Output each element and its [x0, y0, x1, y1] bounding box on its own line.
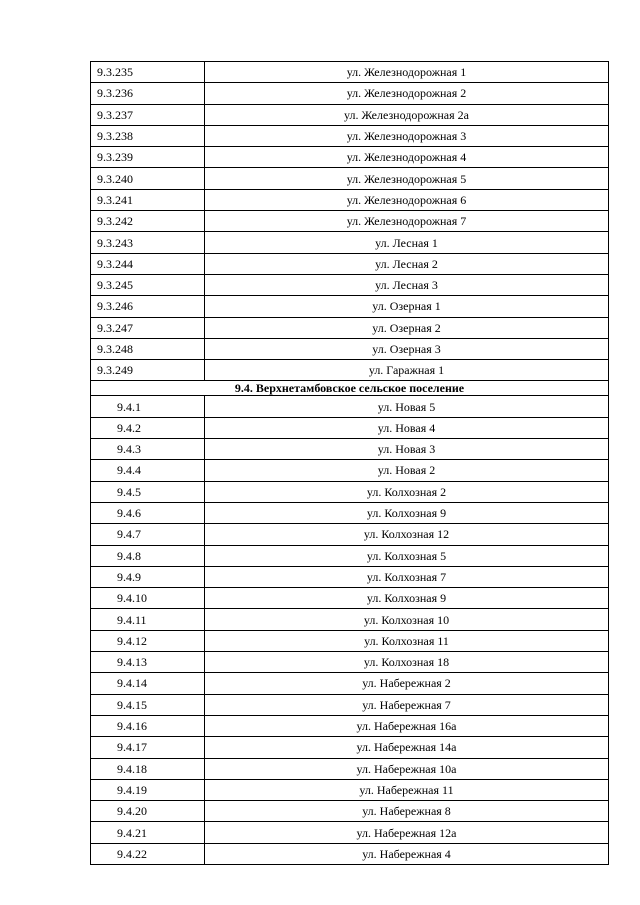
table-row: [91, 125, 609, 146]
row-number: 9.4.14: [91, 673, 205, 694]
row-number: 9.4.1: [91, 396, 205, 417]
street-address: ул. Набережная 11: [205, 779, 609, 800]
row-number: 9.3.242: [91, 211, 205, 232]
row-number: 9.4.15: [91, 694, 205, 715]
street-address: ул. Набережная 16а: [205, 715, 609, 736]
street-address: ул. Гаражная 1: [205, 360, 609, 381]
table-row: [91, 630, 609, 651]
street-address: ул. Лесная 3: [205, 274, 609, 295]
table-row: [91, 715, 609, 736]
row-number: 9.3.240: [91, 168, 205, 189]
street-address: ул. Колхозная 7: [205, 566, 609, 587]
table-row: [91, 481, 609, 502]
street-address: ул. Железнодорожная 2а: [205, 104, 609, 125]
street-address: ул. Новая 5: [205, 396, 609, 417]
row-number: 9.3.238: [91, 125, 205, 146]
row-number: 9.3.249: [91, 360, 205, 381]
street-address: ул. Новая 3: [205, 439, 609, 460]
row-number: 9.3.247: [91, 317, 205, 338]
table-row: [91, 673, 609, 694]
street-address: ул. Железнодорожная 3: [205, 125, 609, 146]
street-address: ул. Озерная 2: [205, 317, 609, 338]
table-row: [91, 338, 609, 359]
table-row: [91, 417, 609, 438]
row-number: 9.3.235: [91, 62, 205, 83]
street-address: ул. Железнодорожная 4: [205, 147, 609, 168]
row-number: 9.4.6: [91, 502, 205, 523]
row-number: 9.3.239: [91, 147, 205, 168]
table-row: [91, 822, 609, 843]
street-address: ул. Колхозная 10: [205, 609, 609, 630]
row-number: 9.4.17: [91, 737, 205, 758]
street-address: ул. Новая 4: [205, 417, 609, 438]
street-address: ул. Набережная 10а: [205, 758, 609, 779]
table-row: [91, 545, 609, 566]
street-address: ул. Набережная 7: [205, 694, 609, 715]
table-row: [91, 652, 609, 673]
table-row: [91, 694, 609, 715]
address-table: [90, 61, 609, 865]
row-number: 9.4.22: [91, 843, 205, 864]
street-address: ул. Колхозная 18: [205, 652, 609, 673]
row-number: 9.3.244: [91, 253, 205, 274]
section-heading: 9.4. Верхнетамбовское сельское поселение: [91, 381, 609, 396]
table-row: [91, 609, 609, 630]
row-number: 9.4.8: [91, 545, 205, 566]
street-address: ул. Железнодорожная 2: [205, 83, 609, 104]
table-row: [91, 317, 609, 338]
street-address: ул. Колхозная 9: [205, 502, 609, 523]
row-number: 9.3.236: [91, 83, 205, 104]
table-row: [91, 296, 609, 317]
street-address: ул. Железнодорожная 5: [205, 168, 609, 189]
row-number: 9.4.16: [91, 715, 205, 736]
street-address: ул. Железнодорожная 7: [205, 211, 609, 232]
street-address: ул. Набережная 2: [205, 673, 609, 694]
street-address: ул. Новая 2: [205, 460, 609, 481]
table-row: [91, 502, 609, 523]
table-row: [91, 253, 609, 274]
row-number: 9.4.21: [91, 822, 205, 843]
row-number: 9.4.13: [91, 652, 205, 673]
row-number: 9.3.237: [91, 104, 205, 125]
table-row: [91, 83, 609, 104]
row-number: 9.4.18: [91, 758, 205, 779]
address-table-body: [91, 62, 609, 865]
street-address: ул. Железнодорожная 1: [205, 62, 609, 83]
table-row: [91, 360, 609, 381]
street-address: ул. Набережная 14а: [205, 737, 609, 758]
street-address: ул. Колхозная 9: [205, 588, 609, 609]
row-number: 9.4.9: [91, 566, 205, 587]
row-number: 9.3.245: [91, 274, 205, 295]
table-row: [91, 439, 609, 460]
street-address: ул. Колхозная 11: [205, 630, 609, 651]
row-number: 9.3.246: [91, 296, 205, 317]
row-number: 9.4.10: [91, 588, 205, 609]
table-row: [91, 274, 609, 295]
table-row: [91, 396, 609, 417]
street-address: ул. Озерная 1: [205, 296, 609, 317]
table-row: [91, 566, 609, 587]
street-address: ул. Колхозная 2: [205, 481, 609, 502]
table-row: [91, 779, 609, 800]
row-number: 9.4.20: [91, 801, 205, 822]
street-address: ул. Колхозная 5: [205, 545, 609, 566]
street-address: ул. Лесная 1: [205, 232, 609, 253]
street-address: ул. Лесная 2: [205, 253, 609, 274]
row-number: 9.4.4: [91, 460, 205, 481]
street-address: ул. Набережная 8: [205, 801, 609, 822]
table-row: [91, 232, 609, 253]
table-row: [91, 801, 609, 822]
street-address: ул. Набережная 12а: [205, 822, 609, 843]
street-address: ул. Озерная 3: [205, 338, 609, 359]
row-number: 9.3.241: [91, 189, 205, 210]
row-number: 9.3.248: [91, 338, 205, 359]
street-address: ул. Набережная 4: [205, 843, 609, 864]
row-number: 9.4.12: [91, 630, 205, 651]
table-row: [91, 104, 609, 125]
row-number: 9.4.7: [91, 524, 205, 545]
table-row: [91, 460, 609, 481]
table-row: [91, 189, 609, 210]
row-number: 9.3.243: [91, 232, 205, 253]
table-row: [91, 211, 609, 232]
table-row: [91, 147, 609, 168]
table-row: [91, 588, 609, 609]
table-row: [91, 758, 609, 779]
row-number: 9.4.11: [91, 609, 205, 630]
row-number: 9.4.19: [91, 779, 205, 800]
table-row: [91, 168, 609, 189]
table-row: [91, 62, 609, 83]
street-address: ул. Колхозная 12: [205, 524, 609, 545]
table-row: [91, 737, 609, 758]
table-row: [91, 524, 609, 545]
row-number: 9.4.2: [91, 417, 205, 438]
street-address: ул. Железнодорожная 6: [205, 189, 609, 210]
table-row: [91, 843, 609, 864]
row-number: 9.4.5: [91, 481, 205, 502]
section-heading-row: [91, 381, 609, 396]
row-number: 9.4.3: [91, 439, 205, 460]
